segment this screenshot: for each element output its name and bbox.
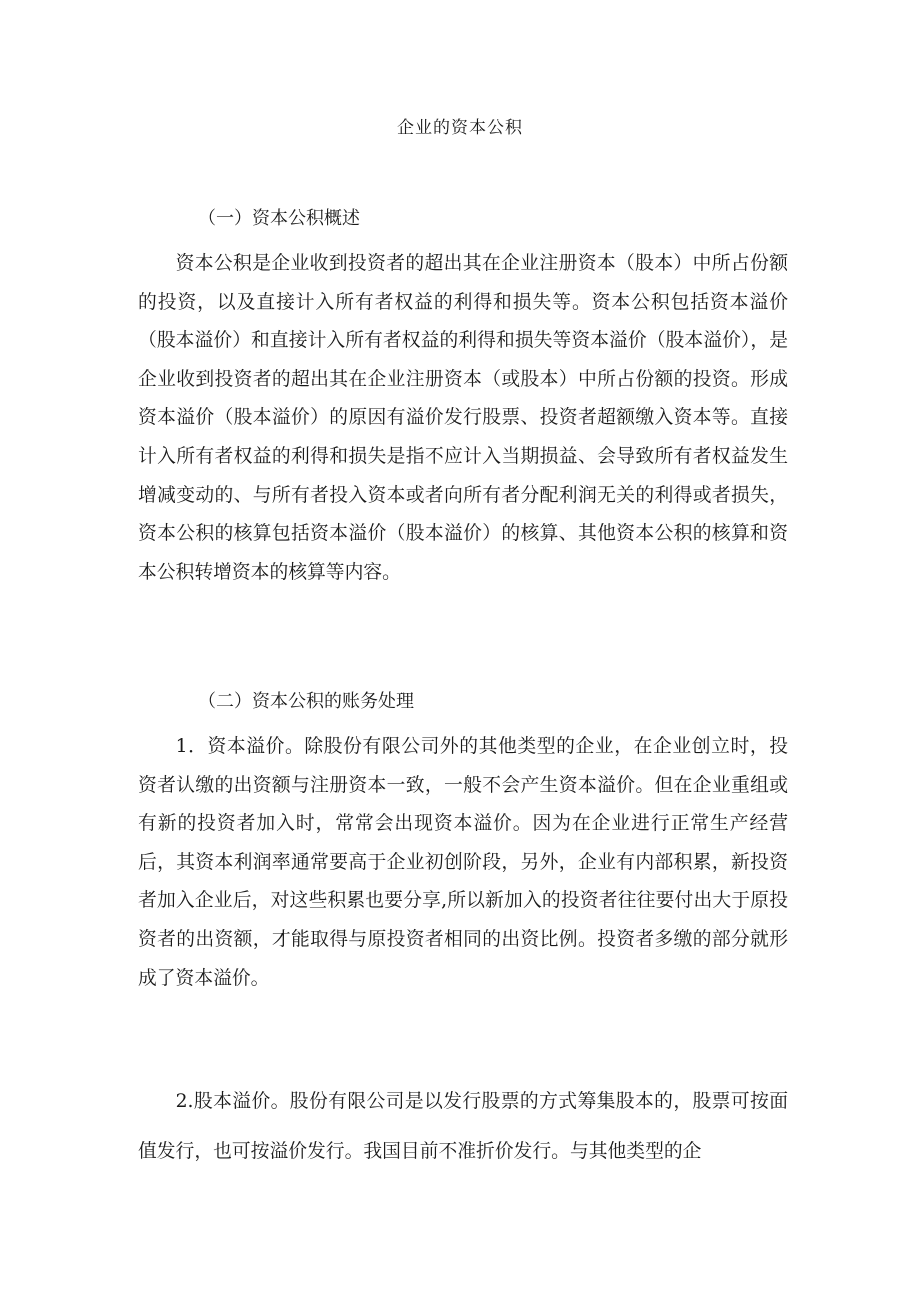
paragraph-overview: 资本公积是企业收到投资者的超出其在企业注册资本（股本）中所占份额的投资，以及直接计入所有者权益的利得和损失等。资本公积包括资本溢价（股本溢价）和直接计入所有者权益的利得和损失等资本溢价（股本溢价），是企业收到投资者的超出其在企业注册资本（或股本）中所占份额的投资。形成资本溢价（股本溢价）的原因有溢价发行股票、投资者超额缴入资本等。直接计入所有者权益的利得和损失是指不应计入当期损益、会导致所有者权益发生增减变动的、与所有者投入资本或者向所有者分配利润无关的利得或者损失，资本公积的核算包括资本溢价（股本溢价）的核算、其他资本公积的核算和资本公积转增资本的核算等内容。 (138, 253, 788, 583)
paragraph-share-premium: 2.股本溢价。股份有限公司是以发行股票的方式筹集股本的，股票可按面值发行，也可按溢价发行。我国目前不准折价发行。与其他类型的企 (138, 1091, 788, 1162)
section-heading-accounting: （二）资本公积的账务处理 (198, 691, 414, 712)
paragraph-capital-premium: 1．资本溢价。除股份有限公司外的其他类型的企业，在企业创立时，投资者认缴的出资额与注册资本一致，一般不会产生资本溢价。但在企业重组或有新的投资者加入时，常常会出现资本溢价。因为在企业进行正常生产经营后，其资本利润率通常要高于企业初创阶段，另外，企业有内部积累，新投资者加入企业后，对这些积累也要分享,所以新加入的投资者往往要付出大于原投资者的出资额，才能取得与原投资者相同的出资比例。投资者多缴的部分就形成了资本溢价。 (138, 736, 788, 989)
document-title: 企业的资本公积 (397, 118, 523, 138)
section-heading-overview: （一）资本公积概述 (198, 208, 360, 229)
